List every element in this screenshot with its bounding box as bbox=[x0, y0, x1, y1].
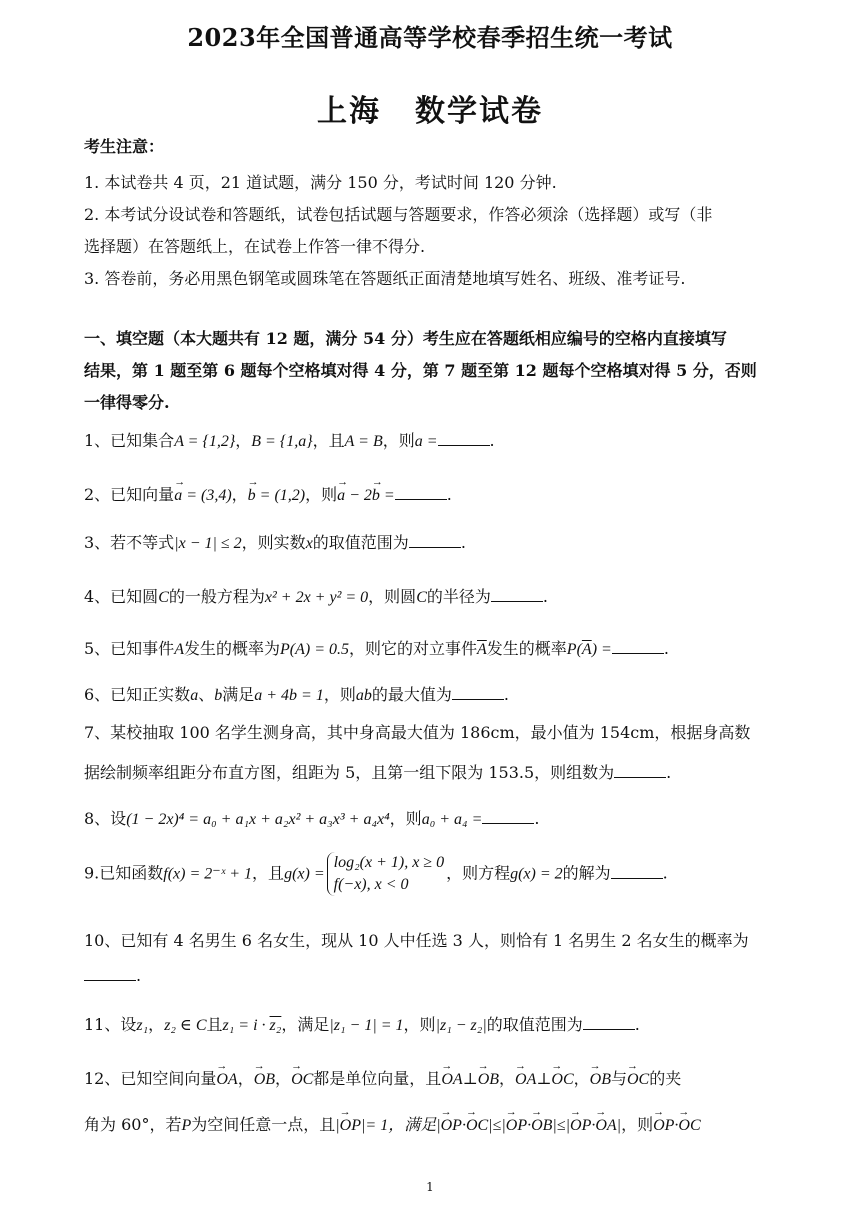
math: A = {1,2} bbox=[174, 433, 236, 450]
vector-oc: → OC bbox=[678, 1117, 700, 1135]
answer-blank[interactable] bbox=[611, 864, 663, 879]
math: a + 4b = 1 bbox=[254, 687, 324, 704]
vector-op: → OP bbox=[570, 1117, 591, 1135]
math: P bbox=[181, 1117, 192, 1134]
answer-blank[interactable] bbox=[84, 966, 136, 981]
answer-blank[interactable] bbox=[482, 809, 534, 824]
exam-subtitle bbox=[0, 86, 860, 130]
answer-blank[interactable] bbox=[583, 1015, 635, 1030]
question-7: 7、某校抽取 100 名学生测身高，其中身高最大值为 186cm，最小值为 154cm，根据身高数 bbox=[84, 723, 751, 742]
math: P(A) = 0.5 bbox=[279, 641, 349, 658]
math: A = B bbox=[344, 433, 383, 450]
section-instructions: 结果，第 1 题至第 6 题每个空格填对得 4 分，第 7 题至第 12 题每个空格填对得 5 分，否则 bbox=[84, 361, 757, 380]
math: B = {1,a} bbox=[251, 433, 313, 450]
math: |z₁ − z₂| bbox=[435, 1017, 487, 1034]
vector-b: → b bbox=[248, 487, 256, 505]
notice-item: 3. 答卷前，务必用黑色钢笔或圆珠笔在答题纸正面清楚地填写姓名、班级、准考证号. bbox=[84, 269, 686, 288]
answer-blank[interactable] bbox=[614, 763, 666, 778]
answer-blank[interactable] bbox=[491, 587, 543, 602]
vector-op: → OP bbox=[653, 1117, 674, 1135]
math: (1 − 2x)⁴ = a₀ + a₁x + a₂x² + a₃x³ + a₄x⁴ bbox=[126, 811, 390, 828]
vector-ob: → OB bbox=[590, 1071, 611, 1089]
vector-op: → OP bbox=[441, 1117, 462, 1135]
math: f(x) = 2⁻ˣ + 1 bbox=[163, 865, 253, 883]
math: A bbox=[174, 641, 184, 658]
page-number: 1 bbox=[426, 1180, 434, 1194]
answer-blank[interactable] bbox=[612, 639, 664, 654]
question-10: 10、已知有 4 名男生 6 名女生，现从 10 人中任选 3 人，则恰有 1 名男生 2 名女生的概率为 bbox=[84, 931, 749, 950]
answer-blank[interactable] bbox=[452, 685, 504, 700]
vector-ob: → OB bbox=[531, 1117, 552, 1135]
question-3: 3、若不等式|x − 1| ≤ 2，则实数x的取值范围为 . bbox=[84, 533, 466, 552]
question-2: 2、已知向量→ a = (3,4)，→ b = (1,2)，则→ a − 2→ b = . bbox=[84, 482, 784, 505]
math: z₁ bbox=[136, 1017, 149, 1034]
section-instructions: 一、填空题（本大题共有 12 题，满分 54 分）考生应在答题纸相应编号的空格内直接填写 bbox=[84, 329, 727, 348]
notice-heading: 考生注意： bbox=[84, 137, 165, 156]
subject-label: 数学试卷 bbox=[415, 94, 543, 129]
notice-item: 1. 本试卷共 4 页，21 道试题，满分 150 分，考试时间 120 分钟. bbox=[84, 173, 557, 192]
question-1: 1、已知集合A = {1,2}，B = {1,a}，且A = B，则a = . bbox=[84, 431, 495, 450]
vector-op: → OP bbox=[340, 1117, 361, 1135]
math: C bbox=[416, 589, 427, 606]
vector-oa: → OA bbox=[441, 1071, 462, 1089]
vector-a: → a bbox=[174, 487, 182, 505]
vector-oc: → OC bbox=[466, 1117, 488, 1135]
vector-b: → b bbox=[372, 487, 380, 505]
section-instructions: 一律得零分. bbox=[84, 393, 170, 412]
math: z₁ = i · bbox=[222, 1017, 270, 1034]
vector-oa: → OA bbox=[515, 1071, 536, 1089]
vector-a: → a bbox=[337, 487, 345, 505]
vector-oc: → OC bbox=[291, 1071, 313, 1089]
math: a bbox=[190, 687, 199, 704]
question-6: 6、已知正实数a、b满足a + 4b = 1，则ab的最大值为 . bbox=[84, 685, 509, 704]
question-12: 12、已知空间向量→ OA，→ OB，→ OC都是单位向量，且→ OA⊥→ OB，→ OA⊥→ OC，→ OB与→ OC的夹 bbox=[84, 1066, 784, 1089]
math: g(x) = 2 bbox=[510, 865, 563, 883]
math: g(x) = bbox=[284, 865, 325, 883]
math: |z₁ − 1| = 1 bbox=[329, 1017, 404, 1034]
vector-oa: → OA bbox=[595, 1117, 616, 1135]
notice-item: 选择题）在答题纸上，在试卷上作答一律不得分. bbox=[84, 237, 426, 256]
math: a = bbox=[414, 433, 438, 450]
math: x² + 2x + y² = 0 bbox=[264, 589, 369, 606]
question-11: 11、设z₁，z₂ ∈ C且z₁ = i · z₂，满足|z₁ − 1| = 1，则|z₁ − z₂|的取值范围为 . bbox=[84, 1015, 640, 1034]
question-9: 9.已知函数f(x) = 2⁻ˣ + 1，且g(x) = log₂(x + 1), x ≥ 0 f(−x), x < 0 ，则方程g(x) = 2的解为 . bbox=[84, 852, 784, 896]
math: $\overline{A}$ bbox=[581, 641, 592, 658]
math: a₀ + a₄ = bbox=[421, 811, 483, 828]
math: C bbox=[158, 589, 169, 606]
vector-oc: → OC bbox=[551, 1071, 573, 1089]
answer-blank[interactable] bbox=[395, 485, 447, 500]
math: ab bbox=[355, 687, 372, 704]
question-12-cont: 角为 60°，若P为空间任意一点，且|→ OP|= 1，满足|→ OP·→ OC|≤|→ OP·→ OB|≤|→ OP·→ OA|，则→ OP·→ OC bbox=[84, 1112, 784, 1135]
vector-ob: → OB bbox=[478, 1071, 499, 1089]
math: z₂ bbox=[269, 1017, 282, 1034]
vector-ob: → OB bbox=[254, 1071, 275, 1089]
question-5: 5、已知事件A发生的概率为P(A) = 0.5，则它的对立事件$\overline{A}$发生的概率$P(\overline{A})$ = . bbox=[84, 639, 669, 658]
math: $\overline{A}$ bbox=[477, 641, 487, 658]
answer-blank[interactable] bbox=[409, 533, 461, 548]
question-7-cont: 据绘制频率组距分布直方图，组距为 5，且第一组下限为 153.5，则组数为 . bbox=[84, 763, 672, 782]
math: |x − 1| ≤ 2 bbox=[174, 535, 242, 552]
region-label: 上海 bbox=[317, 94, 381, 129]
notice-item: 2. 本考试分设试卷和答题纸，试卷包括试题与答题要求，作答必须涂（选择题）或写（非 bbox=[84, 205, 713, 224]
math: z₂ ∈ C bbox=[164, 1017, 207, 1034]
question-4: 4、已知圆C的一般方程为x² + 2x + y² = 0，则圆C的半径为 . bbox=[84, 587, 548, 606]
math: x bbox=[305, 535, 313, 552]
math: b bbox=[214, 687, 223, 704]
vector-op: → OP bbox=[506, 1117, 527, 1135]
question-10-cont: . bbox=[84, 966, 784, 985]
answer-blank[interactable] bbox=[438, 431, 490, 446]
vector-oa: → OA bbox=[216, 1071, 237, 1089]
exam-title: 2023年全国普通高等学校春季招生统一考试 bbox=[187, 23, 673, 52]
piecewise-cases: log₂(x + 1), x ≥ 0 f(−x), x < 0 bbox=[327, 852, 444, 896]
question-8: 8、设(1 − 2x)⁴ = a₀ + a₁x + a₂x² + a₃x³ + a₄x⁴，则a₀ + a₄ = . bbox=[84, 809, 540, 828]
vector-oc: → OC bbox=[627, 1071, 649, 1089]
